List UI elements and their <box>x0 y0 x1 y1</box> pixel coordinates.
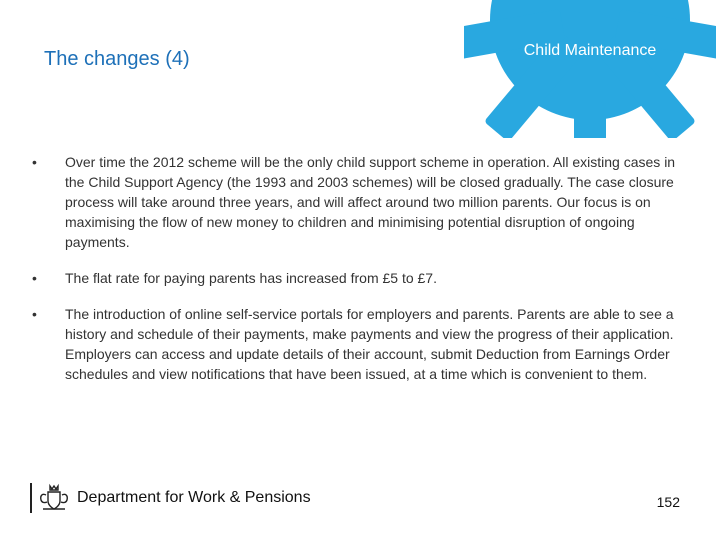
bullet-text: Over time the 2012 scheme will be the only child support scheme in operation. All existing cases in the Child Support Agency (the 1993 and 2003 schemes) will be closed gradually. The case closure process will take around three years, and will affect around two million parents. Our focus is on maximising the flow of new money to children and minimising potential disruption of ongoing payments. <box>65 154 676 250</box>
list-item <box>32 152 682 252</box>
organisation-name: Department for Work & Pensions <box>77 489 311 506</box>
bullet-icon: • <box>32 306 37 322</box>
gear-icon <box>464 0 716 138</box>
page-title: The changes (4) <box>44 48 190 70</box>
bullet-text: The introduction of online self-service portals for employers and parents. Parents are able to see a history and schedule of their payments, make payments and view the progress of their application. Employers can access and update details of their account, submit Deduction from Earnings Order schedules and view notifications that have been issued, at a time which is convenient to them. <box>65 306 674 382</box>
badge-label: Child Maintenance <box>523 42 657 59</box>
list-item <box>32 268 682 288</box>
royal-crest-icon <box>37 482 71 514</box>
dwp-logo <box>30 482 311 514</box>
bullet-icon: • <box>32 270 37 286</box>
logo-divider <box>30 483 32 513</box>
bullet-icon: • <box>32 154 37 170</box>
bullet-list <box>32 152 682 400</box>
bullet-text: The flat rate for paying parents has increased from £5 to £7. <box>65 270 437 286</box>
page-number: 152 <box>656 494 680 510</box>
list-item <box>32 304 682 384</box>
gear-badge <box>464 0 716 138</box>
